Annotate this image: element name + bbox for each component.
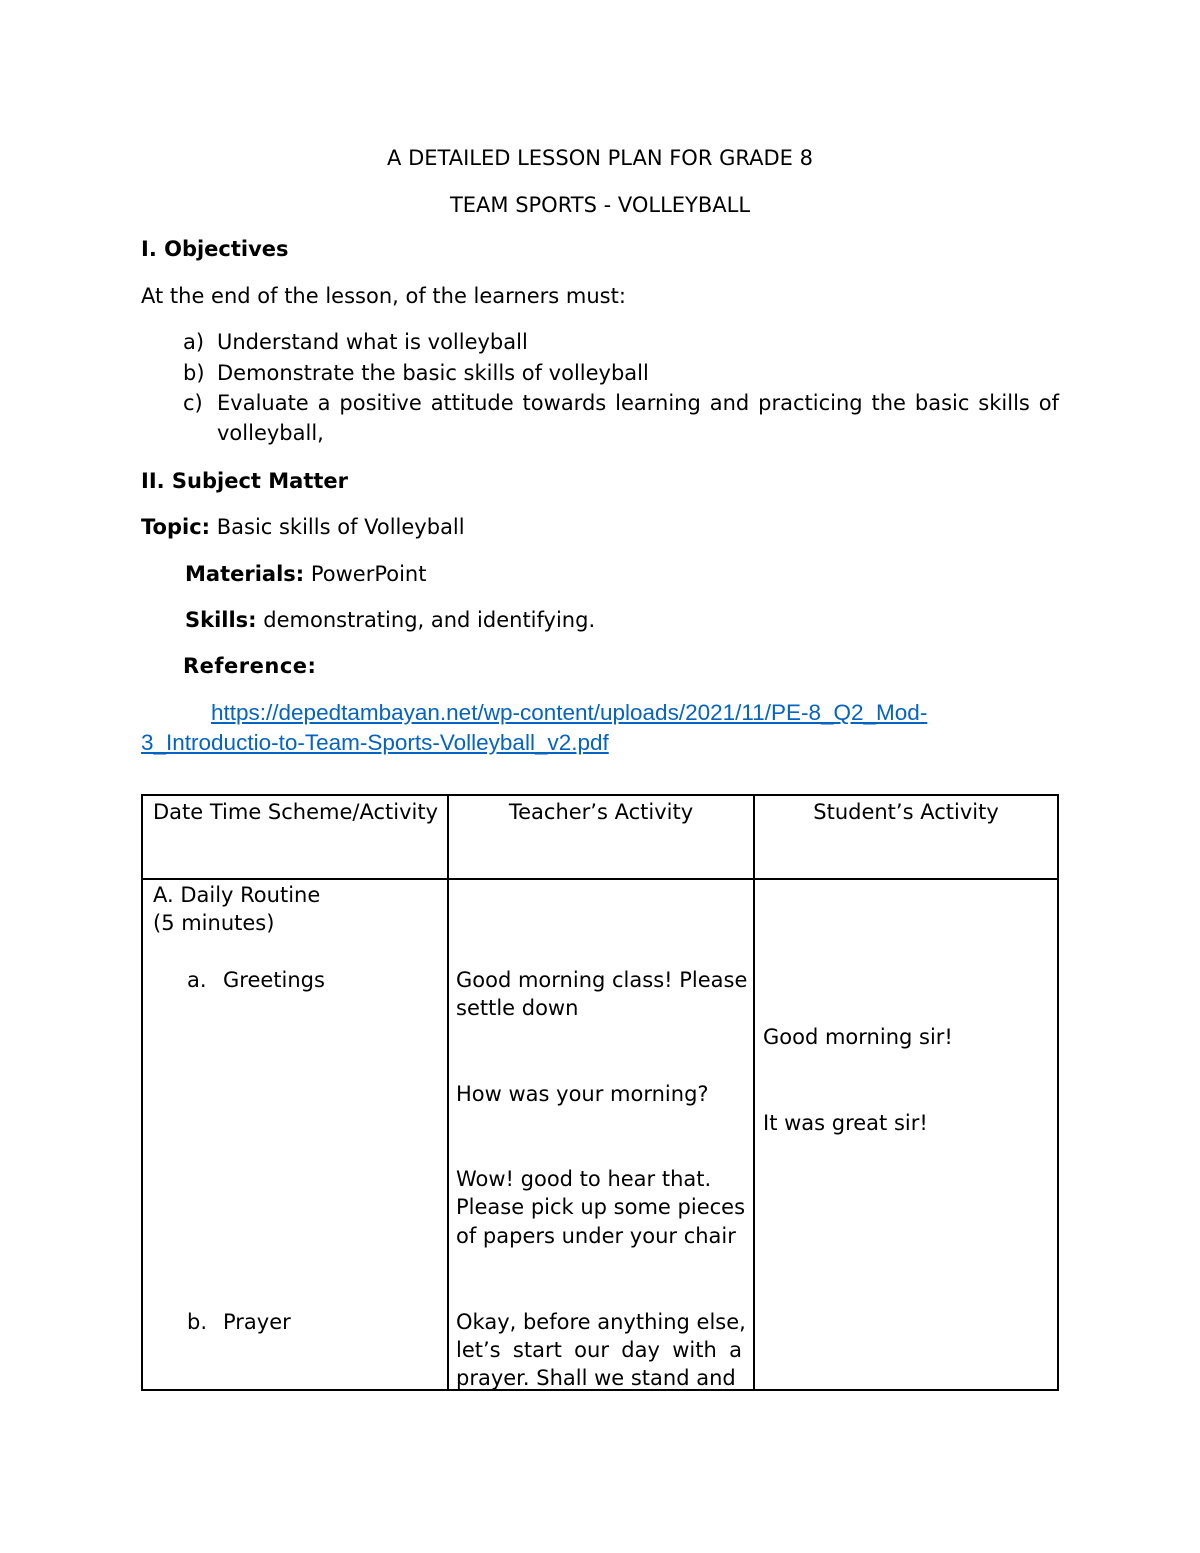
subject-matter-heading: II. Subject Matter xyxy=(141,469,349,493)
teacher-prayer-line2: let’s start our day with a xyxy=(456,1338,742,1362)
lesson-activity-table xyxy=(141,794,1059,1391)
prayer-marker: b. xyxy=(187,1310,208,1334)
objectives-heading: I. Objectives xyxy=(141,237,289,261)
objective-item-c-line1: Evaluate a positive attitude towards learning and practicing the basic skills of xyxy=(217,391,1059,415)
materials-label: Materials: xyxy=(185,562,305,586)
table-divider-col2 xyxy=(753,796,755,1389)
table-header-teacher: Teacher’s Activity xyxy=(508,800,694,824)
table-divider-col1 xyxy=(447,796,449,1389)
table-header-student: Student’s Activity xyxy=(813,800,999,824)
reference-link-line1[interactable]: https://depedtambayan.net/wp-content/uploads/2021/11/PE-8_Q2_Mod- xyxy=(211,700,928,725)
skills-value: demonstrating, and identifying. xyxy=(256,608,596,632)
section-a-title: A. Daily Routine xyxy=(153,883,321,907)
prayer-label: Prayer xyxy=(223,1310,291,1334)
student-reply-morning: It was great sir! xyxy=(763,1111,928,1135)
greetings-label: Greetings xyxy=(223,968,325,992)
document-subtitle: TEAM SPORTS - VOLLEYBALL xyxy=(449,193,751,217)
objective-item-b: Demonstrate the basic skills of volleyball xyxy=(217,361,649,385)
topic-value: Basic skills of Volleyball xyxy=(210,515,465,539)
teacher-prayer-line1: Okay, before anything else, xyxy=(456,1310,746,1334)
topic-label: Topic: xyxy=(141,515,211,539)
skills-label: Skills: xyxy=(185,608,257,632)
teacher-wow-line2: Please pick up some pieces xyxy=(456,1195,746,1219)
section-a-duration: (5 minutes) xyxy=(153,911,275,935)
objectives-intro: At the end of the lesson, of the learners must: xyxy=(141,284,626,308)
teacher-wow-line3: of papers under your chair xyxy=(456,1224,736,1248)
materials-line xyxy=(185,559,426,589)
document-title: A DETAILED LESSON PLAN FOR GRADE 8 xyxy=(387,146,813,170)
teacher-morning-question: How was your morning? xyxy=(456,1082,709,1106)
teacher-wow-line1: Wow! good to hear that. xyxy=(456,1167,712,1191)
objective-marker-b: b) xyxy=(183,361,205,385)
teacher-greet-line2: settle down xyxy=(456,996,579,1020)
skills-line xyxy=(185,605,595,635)
topic-line xyxy=(141,512,465,542)
teacher-prayer-line3: prayer. Shall we stand and xyxy=(456,1366,736,1390)
table-header-divider xyxy=(143,878,1057,880)
reference-label: Reference: xyxy=(183,654,317,678)
greetings-marker: a. xyxy=(187,968,207,992)
materials-value: PowerPoint xyxy=(304,562,427,586)
objective-item-c-line2: volleyball, xyxy=(217,421,324,445)
teacher-greet-line1: Good morning class! Please xyxy=(456,968,748,992)
reference-link-line2[interactable]: 3_Introductio-to-Team-Sports-Volleyball_v2.pdf xyxy=(141,730,609,755)
student-reply-greeting: Good morning sir! xyxy=(763,1025,953,1049)
objective-marker-c: c) xyxy=(183,391,203,415)
table-header-date-time: Date Time Scheme/Activity xyxy=(153,800,439,824)
objective-item-a: Understand what is volleyball xyxy=(217,330,528,354)
objective-marker-a: a) xyxy=(183,330,205,354)
